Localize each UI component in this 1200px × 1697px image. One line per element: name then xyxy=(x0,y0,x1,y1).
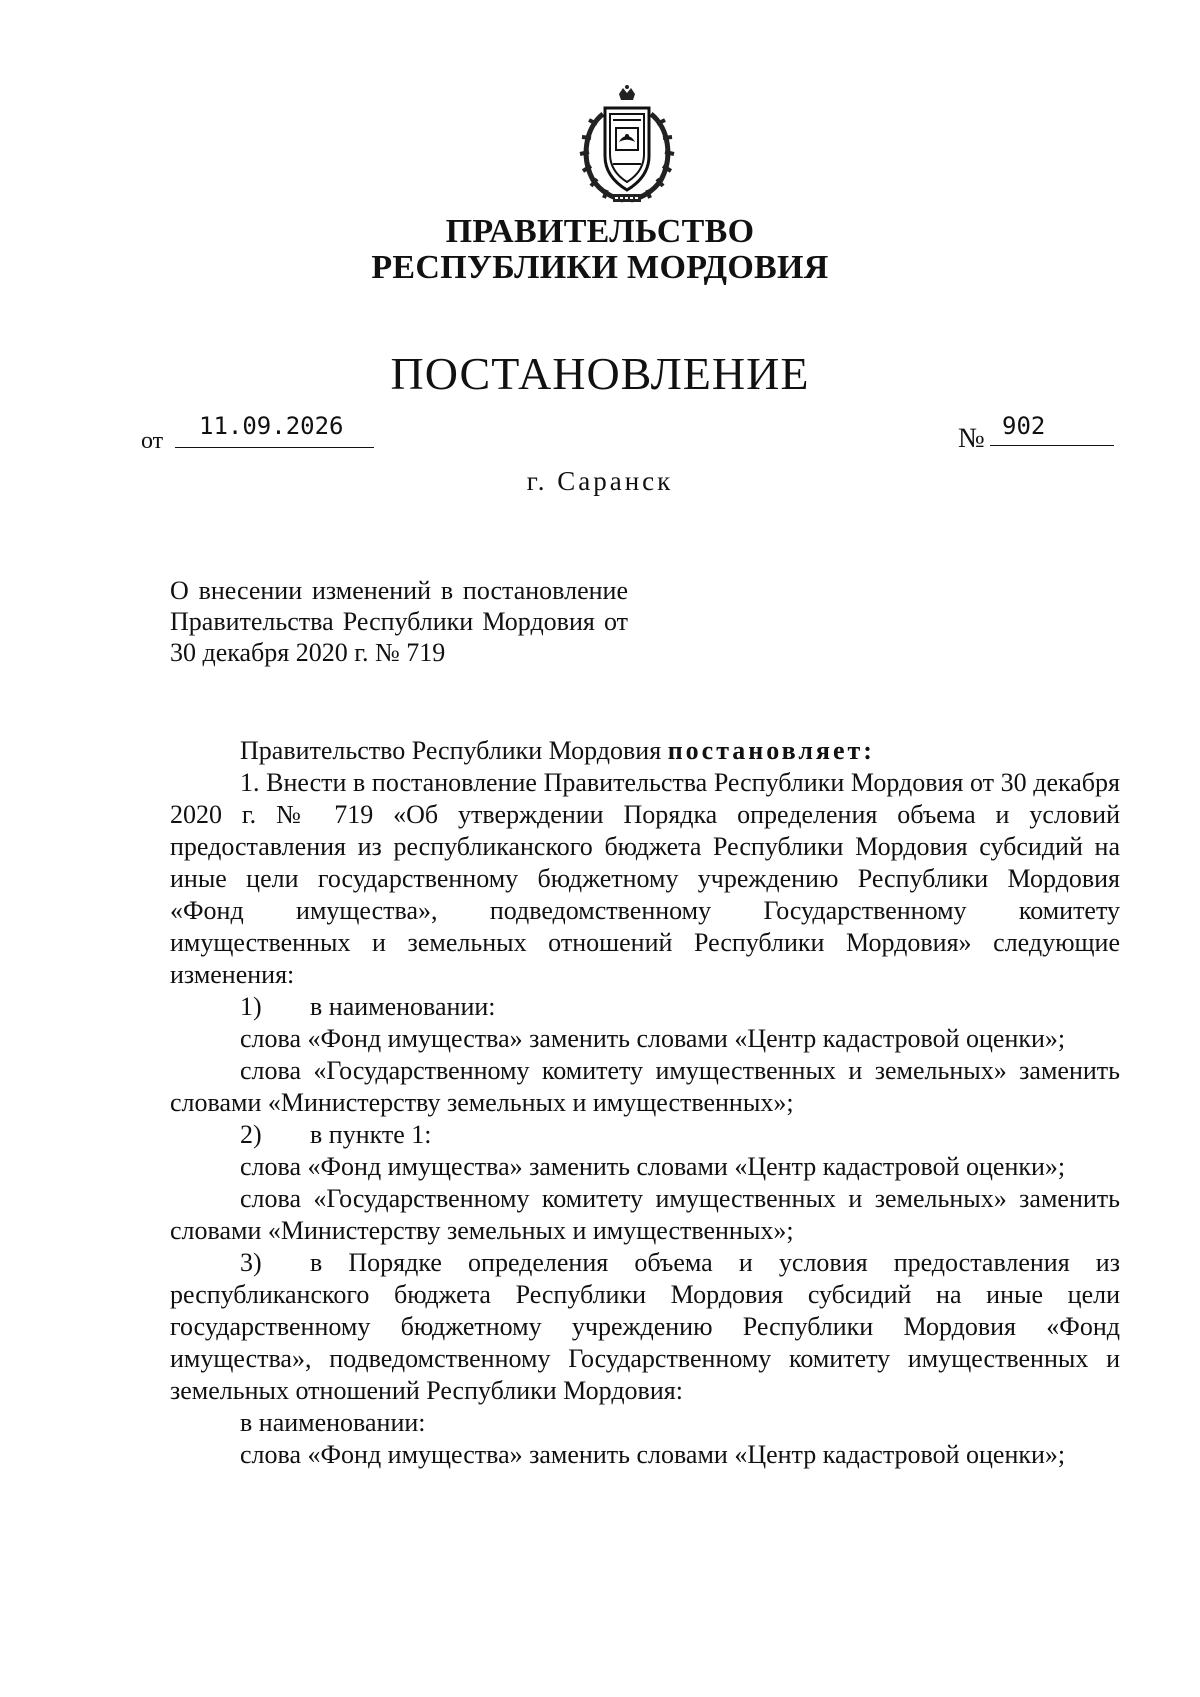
document-subject: О внесении изменений в постановление Правительства Республики Мордовия от 30 декабря 2020 г. № 719 xyxy=(170,576,628,667)
date-underline xyxy=(175,447,374,448)
intro-verb: постановляет: xyxy=(667,736,875,765)
date-value: 11.09.2026 xyxy=(199,412,344,440)
number-label: № xyxy=(958,423,985,454)
item-1-text: в наименовании: xyxy=(310,992,496,1021)
number-underline xyxy=(990,445,1114,446)
item-2-text: в пункте 1: xyxy=(310,1120,432,1149)
item-3-a: слова «Фонд имущества» заменить словами «Центр кадастровой оценки»; xyxy=(240,1440,1066,1469)
document-type-title: ПОСТАНОВЛЕНИЕ xyxy=(390,348,810,399)
intro-prefix: Правительство Республики Мордовия xyxy=(240,736,668,765)
number-value: 902 xyxy=(1002,412,1046,440)
item-3-number: 3) xyxy=(240,1248,262,1277)
item-2-number: 2) xyxy=(240,1120,262,1149)
item-3 xyxy=(170,1247,1120,1407)
item-2-b: слова «Государственному комитету имущественных и земельных» заменить словами «Министерству земельных и имущественных»; xyxy=(170,1184,1120,1245)
document-body xyxy=(170,735,1120,1471)
paragraph-1: 1. Внести в постановление Правительства Республики Мордовия от 30 декабря 2020 г. № 719 «Об утверждении Порядка определения объема и условий предоставления из республиканского бюджета Республики Мордовия субсидий на иные цели государственному бюджетному учреждению Республики Мордовия «Фонд имущества», подведомственному Государственному комитету имущественных и земельных отношений Республики Мордовия» следующие изменения: xyxy=(170,768,1120,989)
item-1-a: слова «Фонд имущества» заменить словами «Центр кадастровой оценки»; xyxy=(240,1024,1066,1053)
item-1 xyxy=(170,991,1120,1023)
item-3-sub: в наименовании: xyxy=(240,1408,426,1437)
item-3-text: в Порядке определения объема и условия предоставления из республиканского бюджета Республики Мордовия субсидий на иные цели государственному бюджетному учреждению Республики Мордовия «Фонд имущества», подведомственному Государственному комитету имущественных и земельных отношений Республики Мордовия: xyxy=(170,1248,1120,1405)
date-label: от xyxy=(141,428,164,454)
item-1-number: 1) xyxy=(240,992,262,1021)
item-2-a: слова «Фонд имущества» заменить словами «Центр кадастровой оценки»; xyxy=(240,1152,1066,1181)
intro-paragraph xyxy=(170,735,1120,767)
mordovia-coat-of-arms-icon xyxy=(563,84,691,212)
org-name-line2: РЕСПУБЛИКИ МОРДОВИЯ xyxy=(371,249,829,286)
org-name-line1: ПРАВИТЕЛЬСТВО xyxy=(445,213,755,250)
item-2 xyxy=(170,1119,1120,1151)
city-name: г. Саранск xyxy=(526,466,674,496)
item-1-b: слова «Государственному комитету имущественных и земельных» заменить словами «Министерству земельных и имущественных»; xyxy=(170,1056,1120,1117)
